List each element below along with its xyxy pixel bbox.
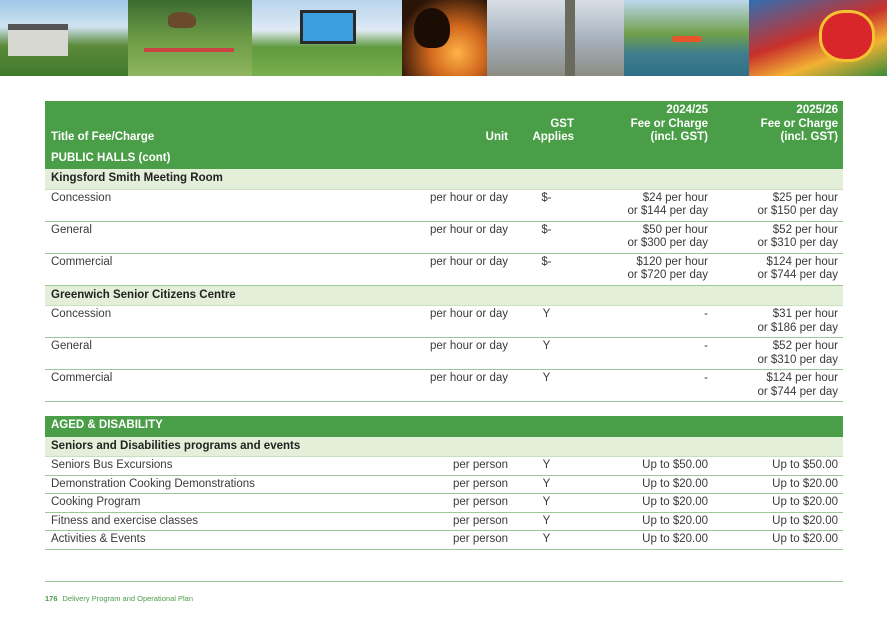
fee-2025: $52 per hour or $310 per day: [713, 338, 843, 370]
fee-2024: Up to $20.00: [579, 512, 713, 531]
fee-2024: Up to $20.00: [579, 531, 713, 550]
section-title: AGED & DISABILITY: [45, 416, 843, 436]
fee-unit: per hour or day: [387, 189, 513, 221]
document-title: Delivery Program and Operational Plan: [62, 594, 193, 603]
photo-dog-agility: [128, 0, 252, 76]
page-footer: [45, 594, 193, 603]
fee-2025: $124 per hour or $744 per day: [713, 253, 843, 285]
table-row: [45, 306, 843, 338]
fee-2024: $120 per hour or $720 per day: [579, 253, 713, 285]
table-row: [45, 189, 843, 221]
fee-gst: Y: [513, 494, 579, 513]
fee-2025: $52 per hour or $310 per day: [713, 221, 843, 253]
fee-gst: Y: [513, 338, 579, 370]
col-fee-2025-header: 2025/26 Fee or Charge (incl. GST): [713, 101, 843, 149]
photo-park-building: [0, 0, 128, 76]
fee-2024: $50 per hour or $300 per day: [579, 221, 713, 253]
fee-unit: per person: [387, 457, 513, 476]
table-row: [45, 494, 843, 513]
photo-outdoor-exercise: [252, 0, 402, 76]
subsection-row-greenwich: [45, 285, 843, 306]
fee-unit: per person: [387, 512, 513, 531]
fee-gst: Y: [513, 531, 579, 550]
fee-name: Seniors Bus Excursions: [45, 457, 387, 476]
fee-gst: Y: [513, 370, 579, 402]
subsection-title: Kingsford Smith Meeting Room: [45, 169, 843, 190]
fee-2024: Up to $20.00: [579, 475, 713, 494]
fee-name: Commercial: [45, 253, 387, 285]
col-title-header: Title of Fee/Charge: [45, 101, 387, 149]
fee-gst: Y: [513, 512, 579, 531]
col-gst-header: GST Applies: [513, 101, 579, 149]
fee-gst: Y: [513, 475, 579, 494]
subsection-row-kingsford: [45, 169, 843, 190]
fee-gst: $-: [513, 253, 579, 285]
fee-2024: -: [579, 370, 713, 402]
subsection-title: Greenwich Senior Citizens Centre: [45, 285, 843, 306]
footer-divider: [45, 581, 843, 582]
fee-name: Fitness and exercise classes: [45, 512, 387, 531]
fee-2025: Up to $50.00: [713, 457, 843, 476]
photo-street-shops: [487, 0, 624, 76]
page-number: 176: [45, 594, 58, 603]
fee-2025: $124 per hour or $744 per day: [713, 370, 843, 402]
table-header-row: [45, 101, 843, 149]
table-row: [45, 338, 843, 370]
table-row: [45, 512, 843, 531]
fee-name: Commercial: [45, 370, 387, 402]
fee-2025: Up to $20.00: [713, 512, 843, 531]
fee-name: Demonstration Cooking Demonstrations: [45, 475, 387, 494]
subsection-title: Seniors and Disabilities programs and events: [45, 436, 843, 457]
section-title: PUBLIC HALLS (cont): [45, 149, 843, 169]
fee-2025: Up to $20.00: [713, 475, 843, 494]
fees-table: [45, 101, 843, 550]
fee-name: Cooking Program: [45, 494, 387, 513]
col-fee-2024-header: 2024/25 Fee or Charge (incl. GST): [579, 101, 713, 149]
col-unit-header: Unit: [387, 101, 513, 149]
fee-name: Concession: [45, 306, 387, 338]
fee-unit: per hour or day: [387, 338, 513, 370]
table-row: [45, 253, 843, 285]
fee-name: General: [45, 221, 387, 253]
spacer-row: [45, 402, 843, 417]
table-row: [45, 531, 843, 550]
photo-lion-dance-festival: [749, 0, 887, 76]
table-row: [45, 457, 843, 476]
fee-name: General: [45, 338, 387, 370]
fee-unit: per hour or day: [387, 306, 513, 338]
fee-unit: per hour or day: [387, 221, 513, 253]
fee-gst: $-: [513, 221, 579, 253]
fee-unit: per person: [387, 531, 513, 550]
fee-unit: per person: [387, 475, 513, 494]
fee-2024: Up to $20.00: [579, 494, 713, 513]
fee-2025: Up to $20.00: [713, 531, 843, 550]
fee-gst: $-: [513, 189, 579, 221]
fee-2024: -: [579, 306, 713, 338]
fee-name: Activities & Events: [45, 531, 387, 550]
section-row-aged-disability: [45, 416, 843, 436]
fee-gst: Y: [513, 306, 579, 338]
fee-unit: per person: [387, 494, 513, 513]
section-row-public-halls: [45, 149, 843, 169]
subsection-row-seniors-programs: [45, 436, 843, 457]
table-row: [45, 475, 843, 494]
photo-banner: [0, 0, 887, 76]
fee-name: Concession: [45, 189, 387, 221]
table-row: [45, 221, 843, 253]
fee-2025: Up to $20.00: [713, 494, 843, 513]
fee-2024: Up to $50.00: [579, 457, 713, 476]
fee-unit: per hour or day: [387, 253, 513, 285]
photo-kookaburra-sunset: [402, 0, 487, 76]
photo-river-kayaks: [624, 0, 749, 76]
fee-2024: -: [579, 338, 713, 370]
fee-unit: per hour or day: [387, 370, 513, 402]
fee-2025: $31 per hour or $186 per day: [713, 306, 843, 338]
table-row: [45, 370, 843, 402]
fee-2024: $24 per hour or $144 per day: [579, 189, 713, 221]
fee-2025: $25 per hour or $150 per day: [713, 189, 843, 221]
fee-gst: Y: [513, 457, 579, 476]
